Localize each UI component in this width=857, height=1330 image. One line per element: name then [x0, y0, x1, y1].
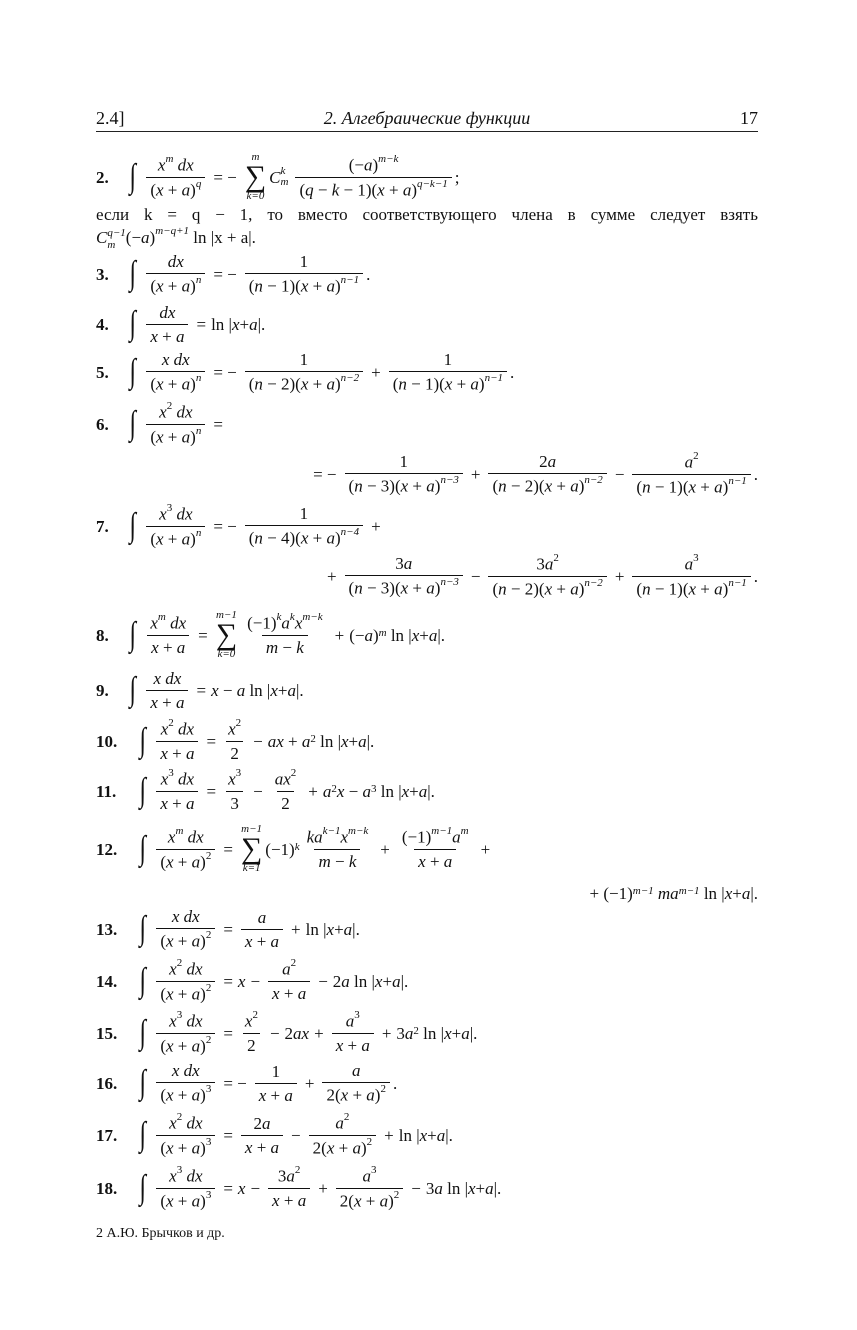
formula-number: 10.	[96, 731, 118, 751]
formula-number: 12.	[96, 839, 118, 859]
formula-8: 8. ∫ $\frac{x^m dx}{x + a}$ = m−1 ∑ k=0 $\frac{(-1)^ka^kx^{m-k}}{m - k}$ + (− a ) $^m$ ln | x + a |.	[96, 608, 446, 661]
formula-7-cont: + $\frac{3a}{(n - 3)(x + a)^{n-3}}$ − $\frac{3a^2}{(n - 2)(x + a)^{n-2}}$ + $\frac{a^3}{(n - 1)(x + a)^{n-1}}$ .	[326, 551, 758, 599]
section-number: 2.4]	[96, 108, 125, 128]
footer-signature: 2 А.Ю. Брычков и др.	[96, 1226, 225, 1241]
formula-14: 14. ∫ $\frac{x^2 dx}{(x + a)^2}$ = x − $\frac{a^2}{x + a}$ − 2 a ln | x + a |.	[96, 956, 409, 1004]
chapter-title: 2. Алгебраические функции	[323, 108, 531, 128]
formula-number: 9.	[96, 680, 109, 700]
formula-number: 18.	[96, 1178, 118, 1198]
formula-16: 16. ∫ $\frac{\text{x dx}}{(x + a)^3}$ = − $\frac{1}{x + a}$ + $\frac{a}{2(x + a)^2}$ .	[96, 1061, 398, 1105]
header-rule	[96, 131, 758, 132]
formula-2: 2. ∫ $\frac{x^m dx}{(x + a)^q}$ = − m ∑ k=0 C k m $\frac{(-a)^{m-k}}{(q - k - 1)(x + a)^{q-k-1}}$ ;	[96, 150, 460, 203]
formula-11: 11. ∫ $\frac{x^3 dx}{x + a}$ = $\frac{x^3}{3}$ − $\frac{ax^2}{2}$ + a $^2$ x − a $^3$ ln | x + a |.	[96, 767, 435, 813]
formula-number: 3.	[96, 264, 109, 284]
formula-7: 7. ∫ $\frac{x^3 dx}{(x + a)^n}$ = − $\frac{1}{(n - 4)(x + a)^{n-4}}$ +	[96, 501, 381, 549]
formula-number: 7.	[96, 516, 109, 536]
formula-10: 10. ∫ $\frac{x^2 dx}{x + a}$ = $\frac{x^2}{2}$ − ax + a $^2$ ln | x + a |.	[96, 717, 375, 763]
formula-number: 4.	[96, 314, 109, 334]
formula-number: 6.	[96, 414, 109, 434]
formula-5: 5. ∫ $\frac{\text{x dx}}{(x + a)^n}$ = − $\frac{1}{(n - 2)(x + a)^{n-2}}$ + $\frac{1}{(n - 1)(x + a)^{n-1}}$ .	[96, 350, 515, 394]
formula-number: 13.	[96, 919, 118, 939]
formula-13: 13. ∫ $\frac{\text{x dx}}{(x + a)^2}$ = $\frac{a}{x + a}$ + ln | x + a |.	[96, 907, 360, 951]
formula-6: 6. ∫ $\frac{x^2 dx}{(x + a)^n}$ =	[96, 399, 223, 447]
formula-4: 4. ∫ $\frac{dx}{x + a}$ = ln | x + a |.	[96, 302, 266, 346]
formula-number: 17.	[96, 1125, 118, 1145]
page-number: 17	[740, 108, 758, 128]
formula-3: 3. ∫ $\frac{dx}{(x + a)^n}$ = − $\frac{1}{(n - 1)(x + a)^{n-1}}$ .	[96, 252, 371, 296]
running-header	[96, 108, 758, 132]
formula-number: 11.	[96, 781, 117, 801]
formula-number: 14.	[96, 971, 118, 991]
formula-18: 18. ∫ $\frac{x^3 dx}{(x + a)^3}$ = x − $\frac{3a^2}{x + a}$ + $\frac{a^3}{2(x + a)^2}$ − 3 a ln | x + a |.	[96, 1163, 502, 1211]
note-line-2: C q−1 m $(-a)^{m-q+1}$ ln |x + a|.	[96, 225, 256, 251]
formula-6-cont: = − $\frac{1}{(n - 3)(x + a)^{n-3}}$ + $\frac{2a}{(n - 2)(x + a)^{n-2}}$ − $\frac{a^2}{(n - 1)(x + a)^{n-1}}$ .	[313, 449, 758, 497]
formula-number: 8.	[96, 625, 109, 645]
formula-9: 9. ∫ $\frac{\text{x dx}}{x + a}$ = x − a ln | x + a |.	[96, 668, 304, 712]
formula-number: 16.	[96, 1073, 118, 1093]
formula-15: 15. ∫ $\frac{x^3 dx}{(x + a)^2}$ = $\frac{x^2}{2}$ − 2 ax + $\frac{a^3}{x + a}$ + 3 a $^2$ ln | x + a |.	[96, 1008, 478, 1056]
formula-12: 12. ∫ $\frac{x^m dx}{(x + a)^2}$ = m−1 ∑ k=1 (−1) $^k$ $\frac{ka^{k-1}x^{m-k}}{m - k}$ + $\frac{(-1)^{m-1}a^m}{x + a}$ +	[96, 822, 491, 875]
note-line-1: если k = q − 1, то вместо соответствующего члена в сумме следует взять	[96, 205, 758, 224]
formula-12-cont: + (−1) $^{m-1}$ ma $^{m-1}$ ln | x + a |.	[589, 883, 758, 903]
note-line-2-tail: ln |x + a|.	[193, 227, 256, 247]
formula-number: 5.	[96, 362, 109, 382]
formula-number: 15.	[96, 1023, 118, 1043]
formula-number: 2.	[96, 167, 109, 187]
formula-17: 17. ∫ $\frac{x^2 dx}{(x + a)^3}$ = $\frac{2a}{x + a}$ − $\frac{a^2}{2(x + a)^2}$ + ln | x + a |.	[96, 1110, 453, 1158]
